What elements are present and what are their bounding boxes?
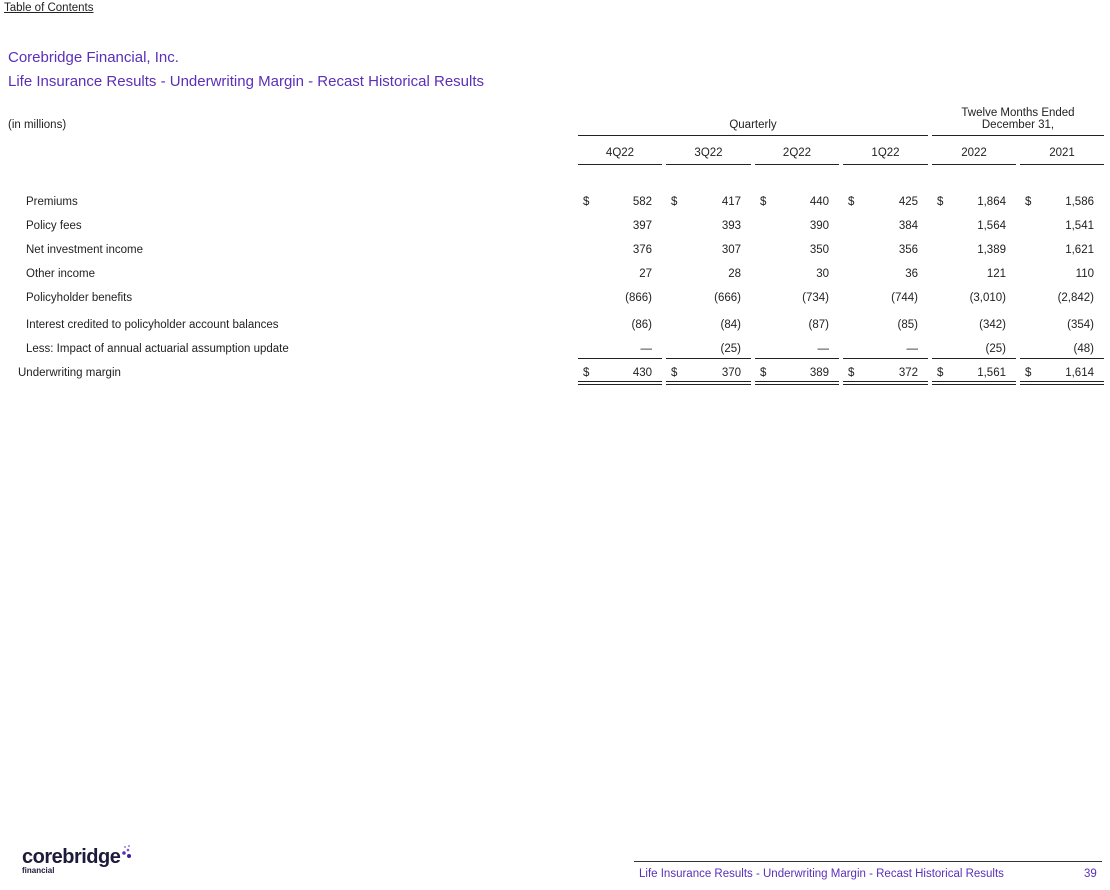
row-label: Policyholder benefits bbox=[26, 292, 133, 304]
total-double-rule bbox=[843, 381, 928, 382]
footer-title: Life Insurance Results - Underwriting Margin - Recast Historical Results bbox=[639, 868, 1004, 880]
table-cell: 390 bbox=[809, 220, 829, 232]
page-number: 39 bbox=[1084, 868, 1097, 880]
column-header-rule bbox=[578, 164, 662, 165]
table-cell: 1,586 bbox=[1065, 196, 1094, 208]
twelve-months-header-line1: Twelve Months Ended bbox=[961, 107, 1075, 119]
table-of-contents-link[interactable]: Table of Contents bbox=[4, 2, 94, 14]
currency-symbol: $ bbox=[671, 196, 678, 208]
twelve-months-header-line2: December 31, bbox=[981, 119, 1055, 131]
table-cell: — bbox=[817, 343, 829, 355]
table-cell: 430 bbox=[632, 367, 652, 379]
row-label: Underwriting margin bbox=[18, 367, 121, 379]
table-cell: 36 bbox=[905, 268, 918, 280]
table-cell: (48) bbox=[1073, 343, 1094, 355]
column-header-rule bbox=[843, 164, 928, 165]
currency-symbol: $ bbox=[583, 196, 590, 208]
table-cell: (3,010) bbox=[969, 292, 1006, 304]
table-cell: — bbox=[906, 343, 918, 355]
column-header: 2Q22 bbox=[782, 147, 812, 159]
table-cell: 27 bbox=[639, 268, 652, 280]
twelve-months-header-rule bbox=[932, 135, 1104, 136]
units-label: (in millions) bbox=[8, 119, 67, 131]
table-cell: 28 bbox=[728, 268, 741, 280]
table-cell: (342) bbox=[979, 319, 1006, 331]
logo-subtext: financial bbox=[22, 866, 55, 875]
currency-symbol: $ bbox=[1025, 367, 1032, 379]
table-cell: 440 bbox=[809, 196, 829, 208]
table-cell: 372 bbox=[898, 367, 918, 379]
table-cell: 397 bbox=[632, 220, 652, 232]
total-double-rule bbox=[666, 381, 751, 382]
table-cell: (866) bbox=[625, 292, 652, 304]
column-header: 2022 bbox=[961, 147, 987, 159]
table-cell: 417 bbox=[721, 196, 741, 208]
row-label: Other income bbox=[26, 268, 96, 280]
table-cell: 1,564 bbox=[977, 220, 1006, 232]
row-label: Policy fees bbox=[26, 220, 82, 232]
table-cell: (2,842) bbox=[1057, 292, 1094, 304]
table-cell: 1,389 bbox=[977, 244, 1006, 256]
table-cell: 370 bbox=[721, 367, 741, 379]
total-double-rule bbox=[578, 384, 662, 385]
table-cell: (84) bbox=[720, 319, 741, 331]
subtotal-rule bbox=[843, 358, 928, 359]
table-cell: 582 bbox=[632, 196, 652, 208]
table-cell: 307 bbox=[721, 244, 741, 256]
table-cell: 1,541 bbox=[1065, 220, 1094, 232]
total-double-rule bbox=[1020, 381, 1104, 382]
total-double-rule bbox=[666, 384, 751, 385]
table-cell: 1,561 bbox=[977, 367, 1006, 379]
table-cell: (734) bbox=[802, 292, 829, 304]
table-cell: (666) bbox=[714, 292, 741, 304]
total-double-rule bbox=[1020, 384, 1104, 385]
footer-rule bbox=[634, 861, 1102, 862]
currency-symbol: $ bbox=[671, 367, 678, 379]
currency-symbol: $ bbox=[1025, 196, 1032, 208]
subtotal-rule bbox=[578, 358, 662, 359]
column-header-rule bbox=[1020, 164, 1104, 165]
company-name: Corebridge Financial, Inc. bbox=[8, 49, 179, 66]
table-cell: 30 bbox=[816, 268, 829, 280]
table-cell: (87) bbox=[808, 319, 829, 331]
column-header-rule bbox=[666, 164, 751, 165]
row-label: Less: Impact of annual actuarial assumption update bbox=[26, 343, 289, 355]
table-cell: 425 bbox=[898, 196, 918, 208]
currency-symbol: $ bbox=[937, 196, 944, 208]
page-subtitle: Life Insurance Results - Underwriting Margin - Recast Historical Results bbox=[8, 73, 485, 90]
column-header: 1Q22 bbox=[871, 147, 900, 159]
subtotal-rule bbox=[1020, 358, 1104, 359]
column-header-rule bbox=[932, 164, 1016, 165]
table-cell: 356 bbox=[898, 244, 918, 256]
table-cell: — bbox=[640, 343, 652, 355]
currency-symbol: $ bbox=[760, 367, 767, 379]
table-cell: (25) bbox=[720, 343, 741, 355]
quarterly-header: Quarterly bbox=[729, 119, 777, 131]
table-cell: 1,864 bbox=[977, 196, 1006, 208]
column-header: 3Q22 bbox=[694, 147, 723, 159]
subtotal-rule bbox=[666, 358, 751, 359]
row-label: Premiums bbox=[26, 196, 78, 208]
table-cell: (25) bbox=[985, 343, 1006, 355]
logo-wordmark: corebridge bbox=[22, 846, 121, 868]
logo-dots-icon bbox=[122, 844, 132, 862]
row-label: Interest credited to policyholder account balances bbox=[26, 319, 279, 331]
total-double-rule bbox=[843, 384, 928, 385]
currency-symbol: $ bbox=[583, 367, 590, 379]
table-cell: 1,621 bbox=[1065, 244, 1094, 256]
currency-symbol: $ bbox=[937, 367, 944, 379]
currency-symbol: $ bbox=[848, 196, 855, 208]
table-cell: (86) bbox=[631, 319, 652, 331]
currency-symbol: $ bbox=[760, 196, 767, 208]
currency-symbol: $ bbox=[848, 367, 855, 379]
total-double-rule bbox=[932, 381, 1016, 382]
table-cell: 350 bbox=[809, 244, 829, 256]
row-label: Net investment income bbox=[26, 244, 143, 256]
table-cell: 1,614 bbox=[1065, 367, 1094, 379]
total-double-rule bbox=[932, 384, 1016, 385]
column-header: 2021 bbox=[1049, 147, 1075, 159]
column-header: 4Q22 bbox=[605, 147, 635, 159]
subtotal-rule bbox=[755, 358, 839, 359]
table-cell: (85) bbox=[897, 319, 918, 331]
table-cell: 376 bbox=[632, 244, 652, 256]
total-double-rule bbox=[755, 384, 839, 385]
table-cell: (744) bbox=[891, 292, 918, 304]
total-double-rule bbox=[578, 381, 662, 382]
corebridge-logo bbox=[22, 846, 120, 875]
table-cell: 393 bbox=[721, 220, 741, 232]
table-cell: 110 bbox=[1075, 268, 1094, 280]
table-cell: 384 bbox=[898, 220, 918, 232]
subtotal-rule bbox=[932, 358, 1016, 359]
table-cell: 389 bbox=[809, 367, 829, 379]
table-cell: 121 bbox=[986, 268, 1006, 280]
column-header-rule bbox=[755, 164, 839, 165]
quarterly-header-rule bbox=[578, 135, 928, 136]
table-cell: (354) bbox=[1067, 319, 1094, 331]
total-double-rule bbox=[755, 381, 839, 382]
